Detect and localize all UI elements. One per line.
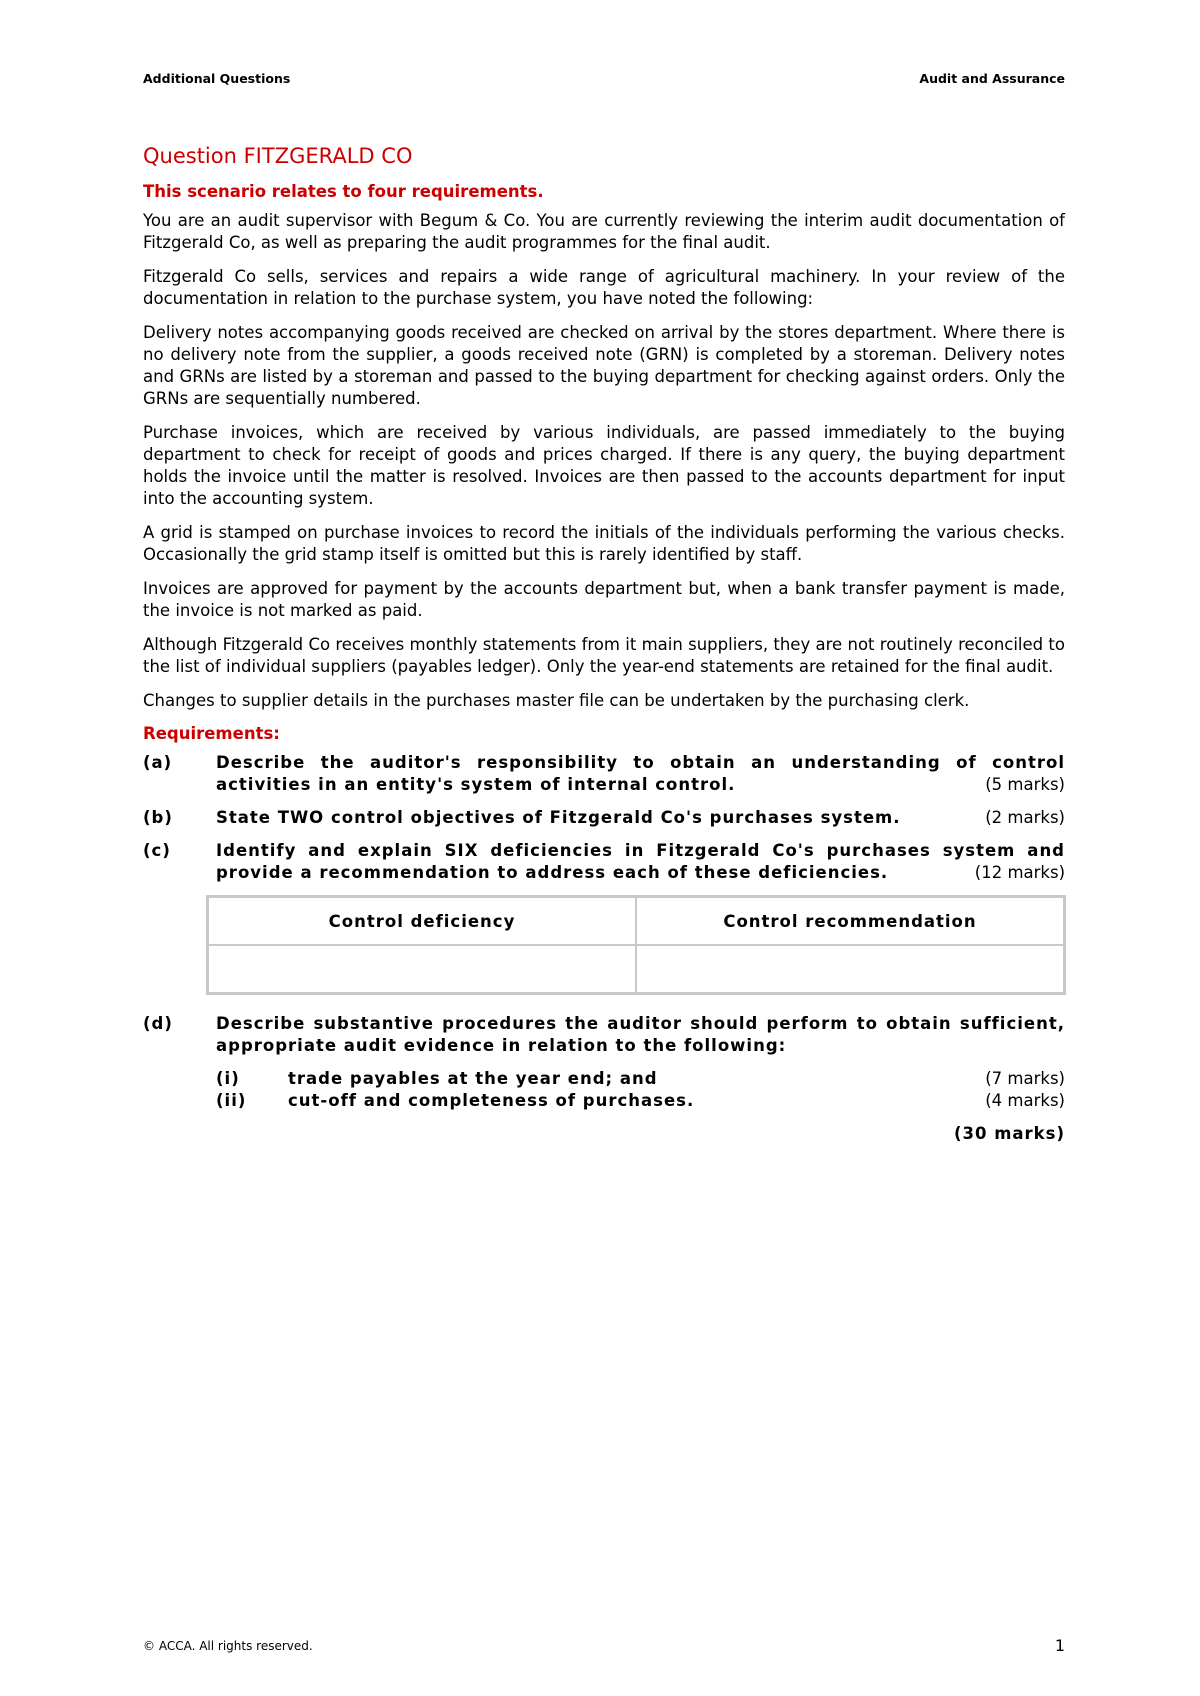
question-title: Question FITZGERALD CO	[143, 144, 413, 168]
scenario-paragraph: Fitzgerald Co sells, services and repairs a wide range of agricultural machinery. In your review of the documentation in relation to the purchase system, you have noted the following:	[143, 267, 1065, 308]
requirements-heading: Requirements:	[143, 724, 280, 743]
scenario-paragraph: Invoices are approved for payment by the accounts department but, when a bank transfer payment is made, the invoice is not marked as paid.	[143, 579, 1065, 620]
scenario-paragraph: A grid is stamped on purchase invoices to record the initials of the individuals performing the various checks. Occasionally the grid stamp itself is omitted but this is rarely identified by staff.	[143, 523, 1065, 564]
document-body	[143, 144, 1065, 1143]
scenario-paragraph: Although Fitzgerald Co receives monthly statements from it main suppliers, they are not routinely reconciled to the list of individual suppliers (payables ledger). Only the year-end statements are retained for the final audit.	[143, 635, 1065, 676]
table-header-recommendation: Control recommendation	[636, 897, 1065, 946]
scenario-intro: This scenario relates to four requirements.	[143, 182, 544, 201]
page-header	[143, 71, 1065, 91]
requirement-body	[216, 807, 1065, 829]
subrequirement-body	[288, 1090, 1065, 1112]
requirement-label: (b)	[143, 808, 173, 827]
subrequirement-label: (i)	[216, 1069, 240, 1088]
page-number: 1	[1054, 1636, 1065, 1655]
copyright-notice: © ACCA. All rights reserved.	[143, 1639, 313, 1653]
requirement-text: Identify and explain SIX deficiencies in Fitzgerald Co's purchases system and provide a recommendation to address each of these deficiencies.	[216, 841, 1065, 882]
subrequirement-body	[288, 1068, 1065, 1090]
requirement-marks: (2 marks)	[985, 808, 1065, 827]
subrequirement-ii	[216, 1090, 1065, 1112]
scenario-paragraph: Purchase invoices, which are received by various individuals, are passed immediately to the buying department to check for receipt of goods and prices charged. If there is any query, the buying department holds the invoice until the matter is resolved. Invoices are then passed to the accounts department for input into the accounting system.	[143, 423, 1065, 508]
table-header-deficiency: Control deficiency	[208, 897, 637, 946]
requirement-text: Describe the auditor's responsibility to obtain an understanding of control activities in an entity's system of internal control.	[216, 753, 1065, 794]
requirement-body	[216, 840, 1065, 884]
requirement-label: (a)	[143, 753, 173, 772]
header-left: Additional Questions	[143, 71, 291, 86]
requirement-label: (c)	[143, 841, 171, 860]
requirement-d	[143, 1013, 1065, 1057]
requirement-c	[143, 840, 1065, 884]
requirement-label: (d)	[143, 1014, 173, 1033]
requirement-text: Describe substantive procedures the auditor should perform to obtain sufficient, appropriate audit evidence in relation to the following:	[216, 1014, 1065, 1055]
total-marks: (30 marks)	[953, 1124, 1065, 1143]
subrequirement-text: trade payables at the year end; and	[288, 1069, 658, 1088]
table-header-row	[208, 897, 1065, 946]
requirement-text: State TWO control objectives of Fitzgerald Co's purchases system.	[216, 808, 901, 827]
page-footer	[143, 1636, 1065, 1660]
requirement-marks: (12 marks)	[974, 863, 1065, 882]
requirement-marks: (5 marks)	[985, 775, 1065, 794]
subrequirement-i	[216, 1068, 1065, 1090]
requirement-b	[143, 807, 1065, 829]
requirement-a	[143, 752, 1065, 796]
table-cell	[636, 945, 1065, 994]
subrequirement-marks: (4 marks)	[985, 1091, 1065, 1110]
scenario-paragraph: Changes to supplier details in the purchases master file can be undertaken by the purchasing clerk.	[143, 691, 970, 710]
deficiency-table	[206, 895, 1066, 995]
requirement-body	[216, 1013, 1065, 1057]
subrequirement-text: cut-off and completeness of purchases.	[288, 1091, 695, 1110]
header-right: Audit and Assurance	[919, 71, 1065, 86]
scenario-paragraph: You are an audit supervisor with Begum & Co. You are currently reviewing the interim audit documentation of Fitzgerald Co, as well as preparing the audit programmes for the final audit.	[143, 211, 1065, 252]
subrequirement-label: (ii)	[216, 1091, 247, 1110]
table-cell	[208, 945, 637, 994]
subrequirement-marks: (7 marks)	[985, 1069, 1065, 1088]
scenario-paragraph: Delivery notes accompanying goods received are checked on arrival by the stores department. Where there is no delivery note from the supplier, a goods received note (GRN) is completed by a storeman. Delivery notes and GRNs are listed by a storeman and passed to the buying department for checking against orders. Only the GRNs are sequentially numbered.	[143, 323, 1065, 408]
table-row	[208, 945, 1065, 994]
requirement-body	[216, 752, 1065, 796]
